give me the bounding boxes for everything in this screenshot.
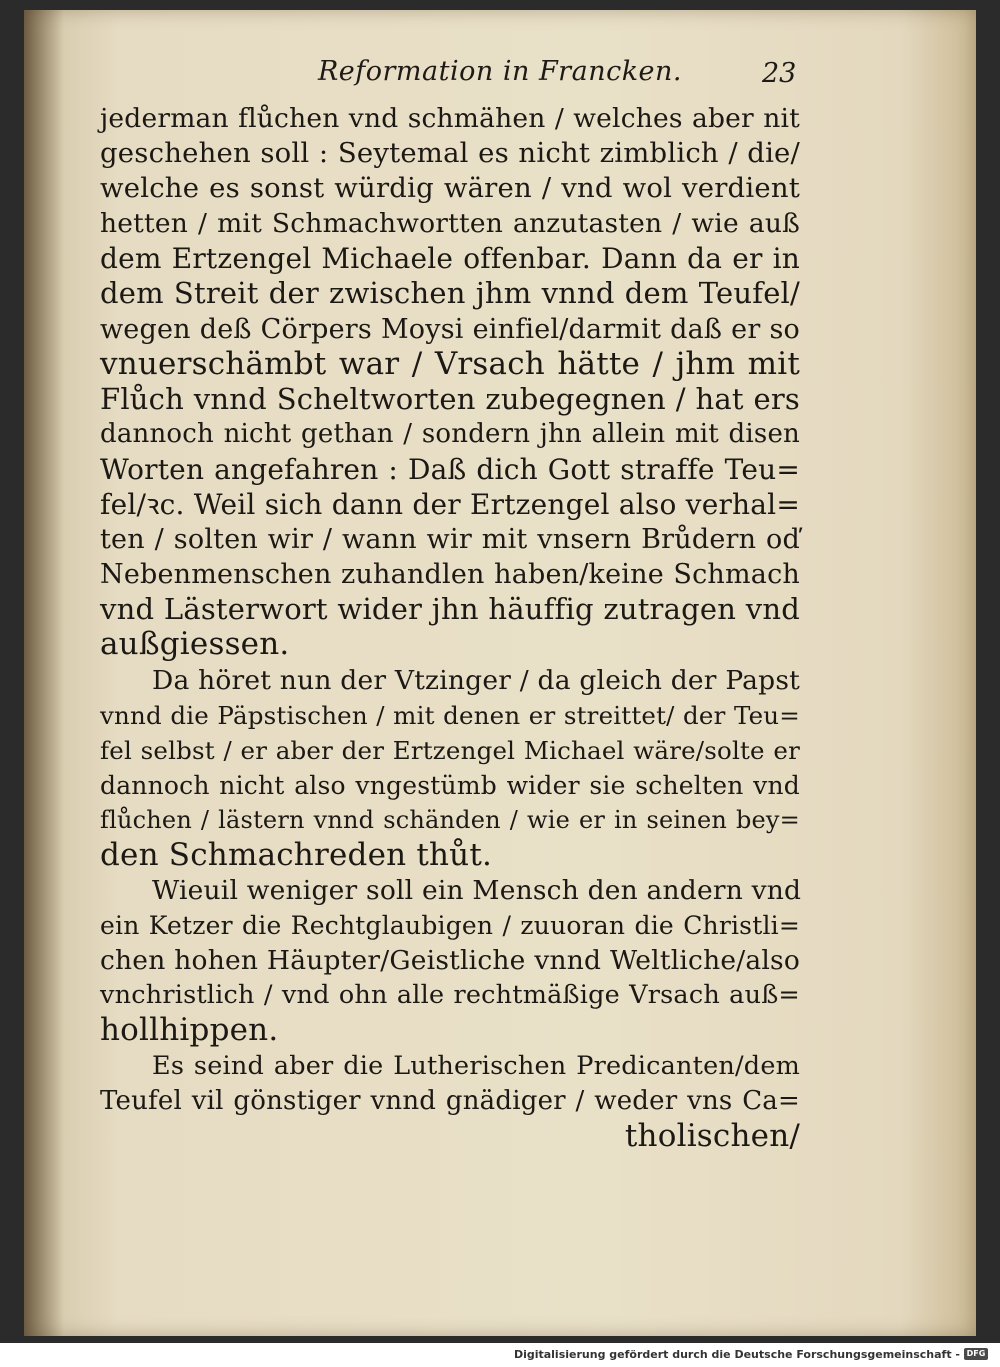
text-line: ten / solten wir / wann wir mit vnsern Brůdern oď	[100, 524, 800, 556]
text-line: dem Streit der zwischen jhm vnnd dem Teufel/	[100, 276, 800, 311]
text-line: Worten angefahren : Daß dich Gott straffe Teu=	[100, 452, 800, 486]
text-line: Wieuil weniger soll ein Mensch den andern vnd	[152, 875, 802, 907]
text-line: dannoch nicht also vngestümb wider sie schelten vnd	[100, 770, 800, 800]
text-line: Da höret nun der Vtzinger / da gleich der Papst	[152, 664, 800, 696]
text-line: Flůch vnnd Scheltworten zubegegnen / hat ers	[100, 381, 800, 416]
catchword-line: tholischen/	[624, 1117, 800, 1154]
text-line: vnnd die Päpstischen / mit denen er streittet/ der Teu=	[100, 700, 800, 730]
text-line: geschehen soll : Seytemal es nicht zimblich / die/	[100, 137, 800, 170]
text-line: hetten / mit Schmachwortten anzutasten / wie auß	[100, 208, 800, 240]
text-line: vnuerschämbt war / Vrsach hätte / jhm mit	[100, 345, 800, 382]
text-line: hollhippen.	[100, 1012, 279, 1049]
text-line: vnchristlich / vnd ohn alle rechtmäßige Vrsach auß=	[100, 980, 800, 1011]
text-line: wegen deß Cörpers Moysi einfiel/darmit daß er so	[100, 313, 800, 345]
text-line: Nebenmenschen zuhandlen haben/keine Schmach	[100, 559, 800, 591]
text-line: fel selbst / er aber der Ertzengel Michael wäre/solte er	[100, 735, 800, 765]
text-line: flůchen / lästern vnnd schänden / wie er in seinen bey=	[100, 805, 800, 834]
text-line: fel/ꝛc. Weil sich dann der Ertzengel also verhal=	[100, 488, 800, 522]
page-gutter-shadow	[24, 10, 64, 1336]
text-line: den Schmachreden thůt.	[100, 836, 493, 873]
text-line: Es seind aber die Lutherischen Predicanten/dem	[152, 1050, 800, 1081]
running-title: Reformation in Francken.	[317, 56, 683, 87]
text-line: dem Ertzengel Michaele offenbar. Dann da er in	[100, 242, 800, 276]
text-line: ein Ketzer die Rechtglaubigen / zuuoran die Christli=	[100, 911, 800, 941]
text-line: jederman flůchen vnd schmähen / welches aber nit	[100, 103, 800, 134]
text-line: außgiessen.	[100, 626, 290, 663]
text-line: Teufel vil gönstiger vnnd gnädiger / weder vns Ca=	[100, 1085, 800, 1116]
dfg-logo: DFG	[964, 1348, 988, 1360]
text-line: vnd Lästerwort wider jhn häuffig zutragen vnd	[100, 592, 800, 627]
text-line: welche es sonst würdig wären / vnd wol verdient	[100, 172, 800, 205]
page-number: 23	[762, 58, 797, 89]
page-body-text	[100, 101, 800, 1154]
text-line: chen hohen Häupter/Geistliche vnnd Weltliche/also	[100, 945, 800, 977]
funding-credit: Digitalisierung gefördert durch die Deutsche Forschungsgemeinschaft -	[513, 1348, 960, 1361]
text-line: dannoch nicht gethan / sondern jhn allein mit disen	[100, 418, 800, 449]
